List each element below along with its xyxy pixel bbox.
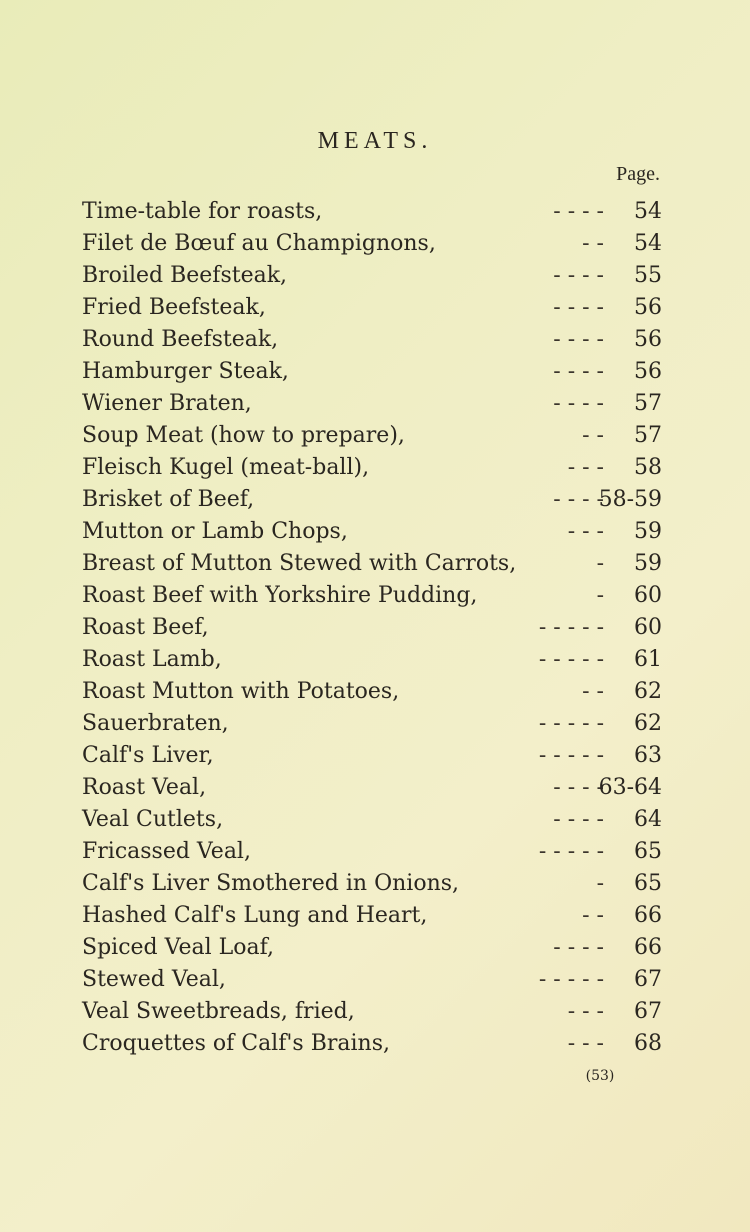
toc-entry-leader: - [596, 583, 604, 608]
toc-entry [82, 548, 662, 580]
toc-entry [82, 260, 662, 292]
toc-entry-leader: - - - [567, 1031, 604, 1056]
toc-entry-page: 60 [634, 583, 662, 608]
toc-entry-title: Veal Sweetbreads, fried, [82, 999, 355, 1024]
table-of-contents [82, 196, 662, 1060]
toc-entry-title: Soup Meat (how to prepare), [82, 423, 405, 448]
toc-entry-leader: - - - - [553, 487, 604, 512]
toc-entry-title: Roast Mutton with Potatoes, [82, 679, 400, 704]
toc-entry-leader: - - - - [553, 807, 604, 832]
toc-entry-title: Time-table for roasts, [82, 199, 323, 224]
toc-entry-leader: - - [582, 231, 604, 256]
toc-entry-page: 58-59 [598, 487, 662, 512]
toc-entry-title: Roast Beef with Yorkshire Pudding, [82, 583, 478, 608]
toc-entry-leader: - - - [567, 519, 604, 544]
toc-entry-leader: - - - - [553, 359, 604, 384]
toc-entry-leader: - - - - - [538, 839, 604, 864]
toc-entry-page: 60 [634, 615, 662, 640]
toc-entry [82, 612, 662, 644]
toc-entry-leader: - - - - [553, 199, 604, 224]
toc-entry [82, 836, 662, 868]
toc-entry-title: Fricassed Veal, [82, 839, 251, 864]
toc-entry-leader: - [596, 551, 604, 576]
toc-entry-title: Fleisch Kugel (meat-ball), [82, 455, 370, 480]
toc-entry [82, 772, 662, 804]
toc-entry-leader: - - [582, 903, 604, 928]
toc-entry-title: Breast of Mutton Stewed with Carrots, [82, 551, 517, 576]
toc-entry-page: 64 [634, 807, 662, 832]
toc-entry-page: 58 [634, 455, 662, 480]
toc-entry [82, 228, 662, 260]
toc-entry-page: 63 [634, 743, 662, 768]
toc-entry-page: 61 [634, 647, 662, 672]
toc-entry-title: Croquettes of Calf's Brains, [82, 1031, 390, 1056]
toc-entry-title: Brisket of Beef, [82, 487, 255, 512]
toc-entry [82, 388, 662, 420]
toc-entry-page: 68 [634, 1031, 662, 1056]
toc-entry-leader: - - - - - [538, 711, 604, 736]
toc-entry-page: 59 [634, 551, 662, 576]
toc-entry [82, 740, 662, 772]
toc-entry [82, 804, 662, 836]
toc-entry-page: 57 [634, 423, 662, 448]
toc-entry [82, 644, 662, 676]
toc-entry [82, 1028, 662, 1060]
toc-entry-page: 56 [634, 359, 662, 384]
toc-entry-leader: - - - [567, 455, 604, 480]
toc-entry-page: 56 [634, 295, 662, 320]
toc-entry [82, 484, 662, 516]
toc-entry-leader: - - - - [553, 935, 604, 960]
toc-entry-page: 54 [634, 231, 662, 256]
toc-entry [82, 292, 662, 324]
toc-entry-page: 66 [634, 935, 662, 960]
page-column-label: Page. [616, 163, 660, 185]
toc-entry [82, 996, 662, 1028]
toc-entry-page: 56 [634, 327, 662, 352]
toc-entry [82, 708, 662, 740]
toc-entry-page: 57 [634, 391, 662, 416]
toc-entry-title: Stewed Veal, [82, 967, 226, 992]
toc-entry-title: Mutton or Lamb Chops, [82, 519, 348, 544]
toc-entry-page: 59 [634, 519, 662, 544]
toc-entry-title: Calf's Liver, [82, 743, 214, 768]
toc-entry-title: Calf's Liver Smothered in Onions, [82, 871, 460, 896]
toc-entry [82, 196, 662, 228]
toc-entry-leader: - - - - - [538, 743, 604, 768]
toc-entry-page: 54 [634, 199, 662, 224]
toc-entry-page: 65 [634, 871, 662, 896]
toc-entry-page: 67 [634, 999, 662, 1024]
toc-entry [82, 356, 662, 388]
toc-entry-title: Filet de Bœuf au Champignons, [82, 231, 436, 256]
toc-entry-title: Broiled Beefsteak, [82, 263, 288, 288]
toc-entry-leader: - - - - [553, 263, 604, 288]
toc-entry [82, 964, 662, 996]
toc-entry-title: Roast Beef, [82, 615, 209, 640]
toc-entry [82, 932, 662, 964]
toc-entry-title: Hamburger Steak, [82, 359, 289, 384]
toc-entry-leader: - - - - - [538, 647, 604, 672]
toc-entry [82, 580, 662, 612]
toc-entry-leader: - - - - [553, 391, 604, 416]
toc-entry-title: Sauerbraten, [82, 711, 229, 736]
toc-entry-title: Hashed Calf's Lung and Heart, [82, 903, 428, 928]
toc-entry-leader: - - - [567, 999, 604, 1024]
toc-entry-page: 55 [634, 263, 662, 288]
toc-entry-title: Wiener Braten, [82, 391, 252, 416]
toc-entry-page: 63-64 [598, 775, 662, 800]
toc-entry-leader: - - - - [553, 327, 604, 352]
toc-entry-leader: - - [582, 679, 604, 704]
toc-entry-leader: - - - - [553, 295, 604, 320]
toc-entry [82, 900, 662, 932]
toc-entry-page: 65 [634, 839, 662, 864]
toc-entry [82, 452, 662, 484]
section-heading: MEATS. [317, 128, 433, 154]
toc-entry-title: Round Beefsteak, [82, 327, 279, 352]
toc-entry [82, 676, 662, 708]
toc-entry-leader: - - - - [553, 775, 604, 800]
toc-entry-title: Spiced Veal Loaf, [82, 935, 274, 960]
toc-entry-page: 67 [634, 967, 662, 992]
toc-entry [82, 420, 662, 452]
toc-entry [82, 868, 662, 900]
toc-entry [82, 516, 662, 548]
toc-entry-leader: - [596, 871, 604, 896]
toc-entry-leader: - - - - - [538, 967, 604, 992]
toc-entry-title: Roast Veal, [82, 775, 207, 800]
toc-entry-leader: - - [582, 423, 604, 448]
toc-entry [82, 324, 662, 356]
toc-entry-page: 62 [634, 711, 662, 736]
toc-entry-title: Veal Cutlets, [82, 807, 224, 832]
toc-entry-page: 62 [634, 679, 662, 704]
toc-entry-leader: - - - - - [538, 615, 604, 640]
toc-entry-title: Fried Beefsteak, [82, 295, 266, 320]
toc-entry-title: Roast Lamb, [82, 647, 222, 672]
footer-page-number: (53) [585, 1068, 615, 1084]
toc-entry-page: 66 [634, 903, 662, 928]
